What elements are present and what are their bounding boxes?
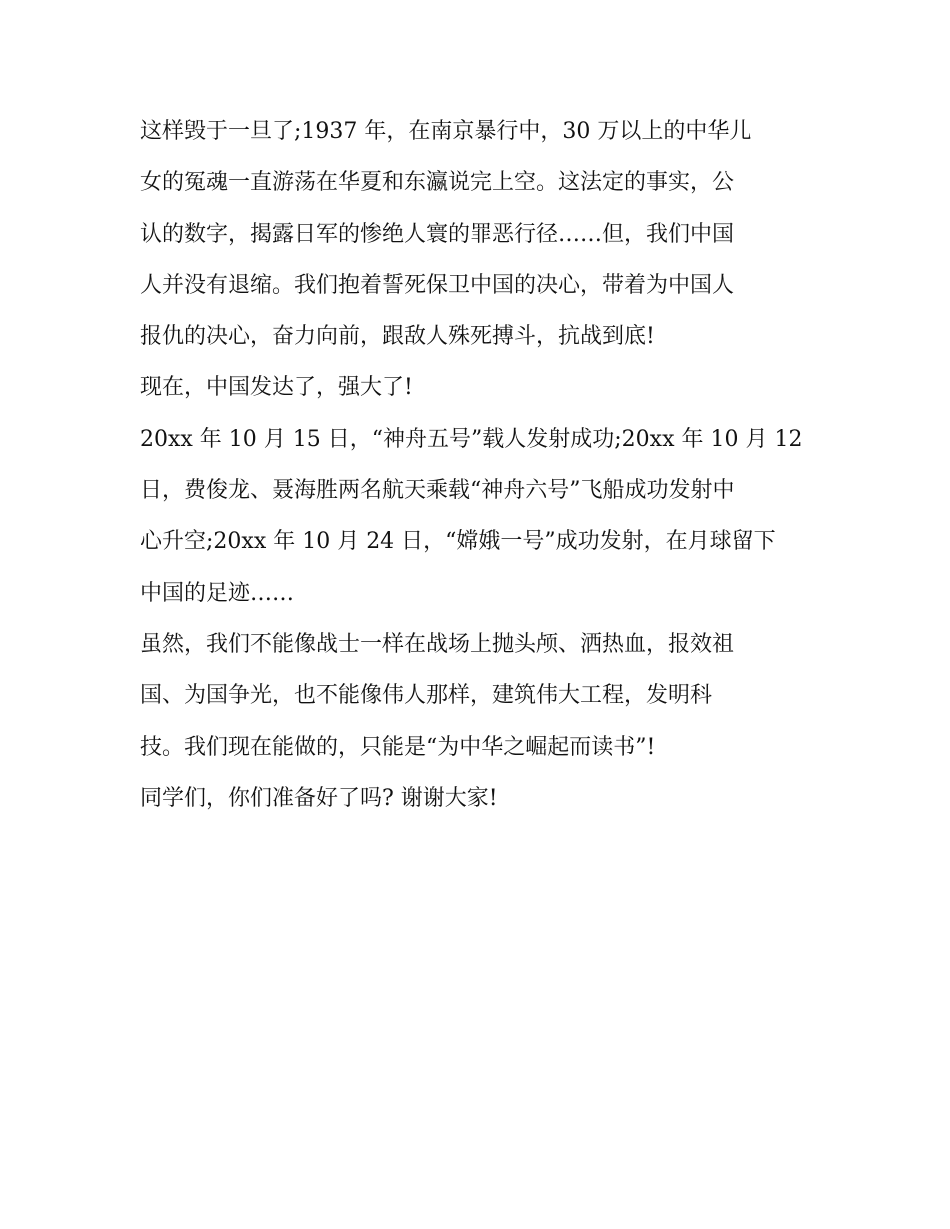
text-line: 国、为国争光，也不能像伟人那样，建筑伟大工程，发明科: [140, 683, 713, 709]
text-line: 技。我们现在能做的，只能是“为中华之崛起而读书”!: [140, 734, 656, 760]
text-line: 虽然，我们不能像战士一样在战场上抛头颅、洒热血，报效祖: [140, 631, 735, 657]
text-line: 心升空;20xx 年 10 月 24 日，“嫦娥一号”成功发射，在月球留下: [140, 529, 776, 555]
text-line: 20xx 年 10 月 15 日，“神舟五号”载人发射成功;20xx 年 10 月 12: [140, 426, 803, 452]
text-line: 同学们，你们准备好了吗? 谢谢大家!: [140, 785, 498, 811]
text-line: 中国的足迹……: [140, 580, 295, 606]
text-line: 认的数字，揭露日军的惨绝人寰的罪恶行径……但，我们中国: [140, 221, 735, 247]
document-body: [140, 106, 815, 824]
text-line: 女的冤魂一直游荡在华夏和东瀛说完上空。这法定的事实，公: [140, 170, 735, 196]
text-line: 日，费俊龙、聂海胜两名航天乘载“神舟六号”飞船成功发射中: [140, 478, 735, 504]
text-line: 现在，中国发达了，强大了!: [140, 375, 413, 401]
text-line: 报仇的决心，奋力向前，跟敌人殊死搏斗，抗战到底!: [140, 324, 655, 350]
text-line: 这样毁于一旦了;1937 年，在南京暴行中，30 万以上的中华儿: [140, 119, 752, 144]
text-line: 人并没有退缩。我们抱着誓死保卫中国的决心，带着为中国人: [140, 272, 735, 298]
